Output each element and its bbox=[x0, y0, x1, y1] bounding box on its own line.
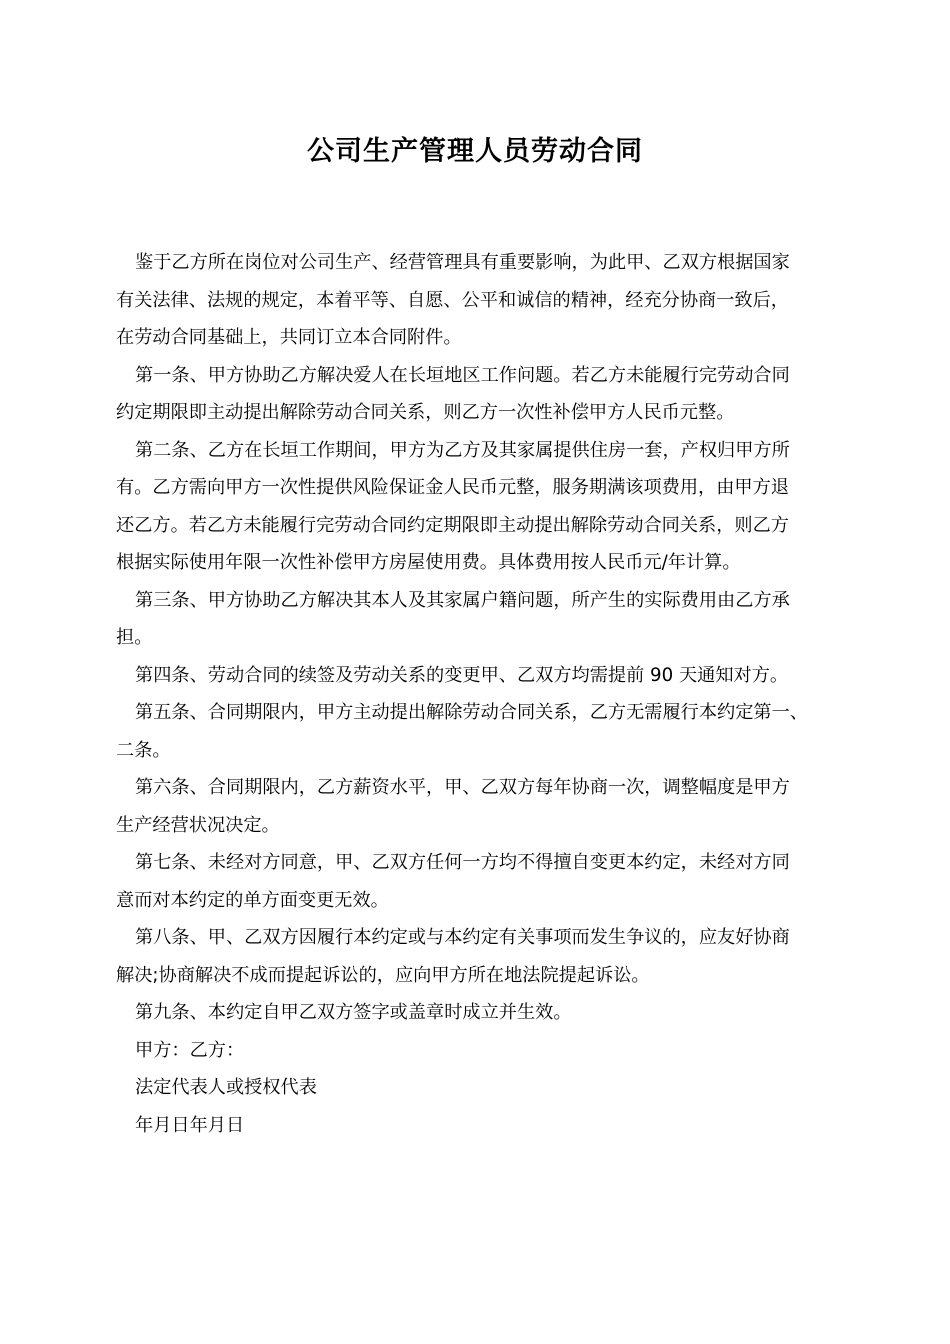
text-line: 甲方：乙方： bbox=[135, 1039, 245, 1061]
text-line: 有关法律、法规的规定，本着平等、自愿、公平和诚信的精神，经充分协商一致后， bbox=[116, 289, 789, 311]
document-body bbox=[116, 244, 856, 1144]
text-line: 第七条、未经对方同意，甲、乙双方任何一方均不得擅自变更本约定，未经对方同 bbox=[135, 852, 790, 873]
text-line: 年月日年月日 bbox=[135, 1114, 245, 1136]
text-line: 担。 bbox=[116, 627, 153, 648]
text-line: 第三条、甲方协助乙方解决其本人及其家属户籍问题，所产生的实际费用由乙方承 bbox=[135, 589, 790, 611]
text-line: 第五条、合同期限内，甲方主动提出解除劳动合同关系，乙方无需履行本约定第一、 bbox=[135, 702, 808, 723]
text-line: 第二条、乙方在长垣工作期间，甲方为乙方及其家属提供住房一套，产权归甲方所 bbox=[135, 439, 790, 461]
text-line: 意而对本约定的单方面变更无效。 bbox=[116, 889, 389, 911]
text-line: 第六条、合同期限内，乙方薪资水平，甲、乙双方每年协商一次，调整幅度是甲方 bbox=[135, 777, 790, 798]
text-line: 有。乙方需向甲方一次性提供风险保证金人民币元整，服务期满该项费用，由甲方退 bbox=[116, 477, 789, 498]
text-line: 法定代表人或授权代表 bbox=[135, 1077, 317, 1098]
text-line: 约定期限即主动提出解除劳动合同关系，则乙方一次性补偿甲方人民币元整。 bbox=[116, 402, 735, 423]
document-title: 公司生产管理人员劳动合同 bbox=[307, 136, 643, 167]
text-line: 根据实际使用年限一次性补偿甲方房屋使用费。具体费用按人民币元/年计算。 bbox=[116, 552, 741, 573]
text-line: 二条。 bbox=[116, 739, 171, 761]
text-line: 解决;协商解决不成而提起诉讼的，应向甲方所在地法院提起诉讼。 bbox=[116, 964, 650, 986]
text-line: 在劳动合同基础上，共同订立本合同附件。 bbox=[116, 327, 462, 348]
text-line: 还乙方。若乙方未能履行完劳动合同约定期限即主动提出解除劳动合同关系，则乙方 bbox=[116, 514, 789, 536]
text-line: 生产经营状况决定。 bbox=[116, 814, 280, 836]
text-line: 第一条、甲方协助乙方解决爱人在长垣地区工作问题。若乙方未能履行完劳动合同 bbox=[135, 364, 790, 386]
text-line: 第四条、劳动合同的续签及劳动关系的变更甲、乙双方均需提前 90 天通知对方。 bbox=[135, 664, 789, 686]
text-line: 第八条、甲、乙双方因履行本约定或与本约定有关事项而发生争议的，应友好协商 bbox=[135, 927, 790, 948]
text-line: 第九条、本约定自甲乙双方签字或盖章时成立并生效。 bbox=[135, 1002, 572, 1023]
text-line: 鉴于乙方所在岗位对公司生产、经营管理具有重要影响，为此甲、乙双方根据国家 bbox=[135, 252, 790, 273]
